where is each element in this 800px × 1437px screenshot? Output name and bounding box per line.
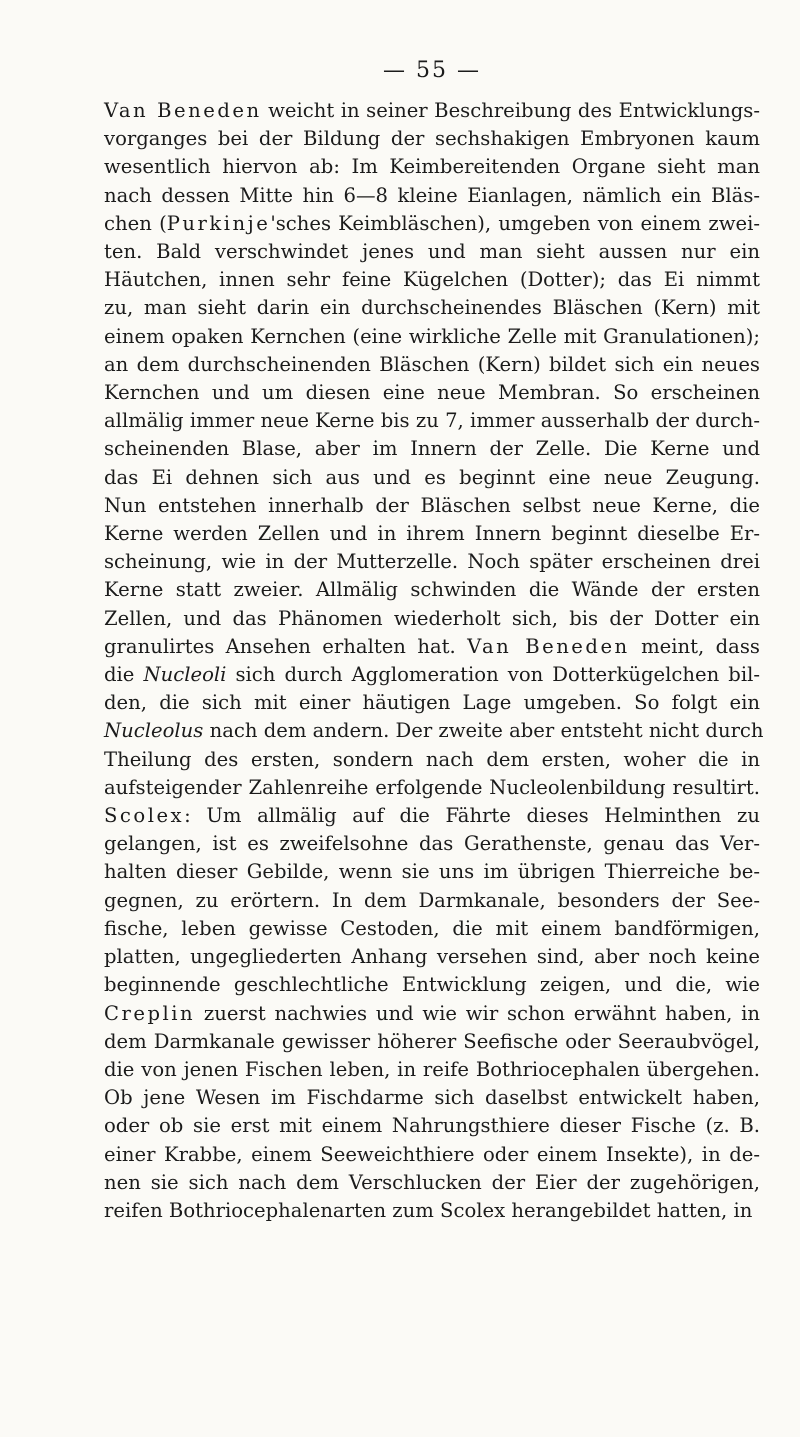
- spaced-name: Van Beneden: [467, 634, 630, 658]
- text-line: [104, 520, 760, 548]
- text-run: Kerne statt zweier. Allmälig schwinden die Wände der ersten: [104, 578, 760, 602]
- text-run: nach dem andern. Der zweite aber entsteht nicht durch: [203, 719, 764, 743]
- text-line: [104, 887, 760, 915]
- text-run: allmälig immer neue Kerne bis zu 7, immer ausserhalb der durch-: [104, 409, 760, 433]
- text-line: [104, 1028, 760, 1056]
- spaced-name: Purkinje: [166, 211, 271, 235]
- page-number: — 55 —: [383, 58, 481, 83]
- text-line: [104, 1056, 760, 1084]
- text-line: [104, 407, 760, 435]
- text-line: [104, 351, 760, 379]
- text-run: dem Darmkanale gewisser höherer Seefische oder Seeraubvögel,: [104, 1029, 760, 1053]
- text-run: die: [104, 663, 144, 687]
- italic-term: Nucleoli: [143, 663, 227, 687]
- text-line: [104, 153, 760, 181]
- text-run: gegnen, zu erörtern. In dem Darmkanale, besonders der See-: [104, 888, 760, 912]
- text-run: an dem durchscheinenden Bläschen (Kern) bildet sich ein neues: [104, 352, 760, 376]
- text-run: halten dieser Gebilde, wenn sie uns im übrigen Thierreiche be-: [104, 860, 760, 884]
- text-run: nen sie sich nach dem Verschlucken der Eier der zugehörigen,: [104, 1170, 760, 1194]
- text-run: sich durch Agglomeration von Dotterkügelchen bil-: [226, 663, 760, 687]
- text-run: Theilung des ersten, sondern nach dem ersten, woher die in: [104, 747, 760, 771]
- text-line: [104, 548, 760, 576]
- text-line: [104, 464, 760, 492]
- text-run: das Ei dehnen sich aus und es beginnt eine neue Zeugung.: [104, 465, 760, 489]
- text-run: scheinung, wie in der Mutterzelle. Noch später erscheinen drei: [104, 550, 760, 574]
- text-run: Häutchen, innen sehr feine Kügelchen (Dotter); das Ei nimmt: [104, 268, 760, 292]
- spaced-name: Creplin: [104, 1001, 196, 1025]
- text-line: [104, 971, 760, 999]
- text-line: [104, 238, 760, 266]
- text-line: [104, 266, 760, 294]
- text-run: einem opaken Kernchen (eine wirkliche Zelle mit Granulationen);: [104, 324, 760, 348]
- text-line: [104, 774, 760, 802]
- text-line: [104, 1112, 760, 1140]
- italic-term: Nucleolus: [104, 719, 204, 743]
- text-run: oder ob sie erst mit einem Nahrungsthiere dieser Fische (z. B.: [104, 1114, 760, 1138]
- text-run: vorganges bei der Bildung der sechshakigen Embryonen kaum: [104, 127, 760, 151]
- text-run: aufsteigender Zahlenreihe erfolgende Nucleolenbildung resultirt.: [104, 775, 760, 799]
- text-line: [104, 492, 760, 520]
- text-run: reifen Bothriocephalenarten zum Scolex herangebildet hatten, in: [104, 1198, 753, 1222]
- text-run: zuerst nachwies und wie wir schon erwähnt haben, in: [195, 1001, 760, 1025]
- text-run: 'sches Keimbläschen), umgeben von einem zwei-: [270, 211, 760, 235]
- text-line: [104, 210, 760, 238]
- text-run: platten, ungegliederten Anhang versehen sind, aber noch keine: [104, 945, 760, 969]
- text-line: [104, 379, 760, 407]
- text-line: [104, 435, 760, 463]
- text-line: [104, 576, 760, 604]
- text-run: wesentlich hiervon ab: Im Keimbereitenden Organe sieht man: [104, 155, 760, 179]
- text-line: [104, 802, 760, 830]
- text-line: [104, 1084, 760, 1112]
- text-line: [104, 661, 760, 689]
- text-run: nach dessen Mitte hin 6—8 kleine Eianlagen, nämlich ein Bläs-: [104, 183, 760, 207]
- text-run: einer Krabbe, einem Seeweichthiere oder einem Insekte), in de-: [104, 1142, 760, 1166]
- text-run: Kerne werden Zellen und in ihrem Innern beginnt dieselbe Er-: [104, 522, 760, 546]
- spaced-name: Van Beneden: [104, 99, 262, 122]
- text-run: beginnende geschlechtliche Entwicklung zeigen, und die, wie: [104, 973, 760, 997]
- text-run: den, die sich mit einer häutigen Lage umgeben. So folgt ein: [104, 691, 760, 715]
- text-run: gelangen, ist es zweifelsohne das Gerathenste, genau das Ver-: [104, 832, 760, 856]
- text-run: : Um allmälig auf die Fährte dieses Helminthen zu: [184, 804, 760, 828]
- text-line: [104, 605, 760, 633]
- text-line: [104, 858, 760, 886]
- text-run: fische, leben gewisse Cestoden, die mit einem bandförmigen,: [104, 916, 760, 940]
- spaced-name: Scolex: [104, 804, 185, 828]
- text-line: [104, 746, 760, 774]
- text-run: Nun entstehen innerhalb der Bläschen selbst neue Kerne, die: [104, 493, 760, 517]
- text-line: [104, 125, 760, 153]
- text-run: die von jenen Fischen leben, in reife Bothriocephalen übergehen.: [104, 1057, 760, 1081]
- text-run: ten. Bald verschwindet jenes und man sieht aussen nur ein: [104, 240, 760, 264]
- text-line: [104, 294, 760, 322]
- text-run: chen (: [104, 211, 167, 235]
- text-run: zu, man sieht darin ein durchscheinendes Bläschen (Kern) mit: [104, 296, 760, 320]
- text-line: [104, 633, 760, 661]
- text-line: [104, 323, 760, 351]
- text-line: [104, 915, 760, 943]
- text-line: [104, 717, 764, 745]
- text-line: [104, 830, 760, 858]
- text-line: [104, 1000, 760, 1028]
- text-line: [104, 689, 760, 717]
- text-run: Ob jene Wesen im Fischdarme sich daselbst entwickelt haben,: [104, 1086, 760, 1110]
- text-run: meint, dass: [629, 634, 760, 658]
- text-line: [104, 1141, 760, 1169]
- text-run: Kernchen und um diesen eine neue Membran. So erscheinen: [104, 381, 760, 405]
- text-run: weicht in seiner Beschreibung des Entwicklungs-: [261, 99, 760, 122]
- text-line: [104, 1197, 760, 1225]
- text-line: [104, 97, 760, 125]
- text-line: [104, 1169, 760, 1197]
- text-run: Zellen, und das Phänomen wiederholt sich, bis der Dotter ein: [104, 606, 760, 630]
- text-run: scheinenden Blase, aber im Innern der Zelle. Die Kerne und: [104, 437, 760, 461]
- text-line: [104, 182, 760, 210]
- body-text: [104, 97, 764, 1225]
- text-line: [104, 943, 760, 971]
- text-run: granulirtes Ansehen erhalten hat.: [104, 634, 468, 658]
